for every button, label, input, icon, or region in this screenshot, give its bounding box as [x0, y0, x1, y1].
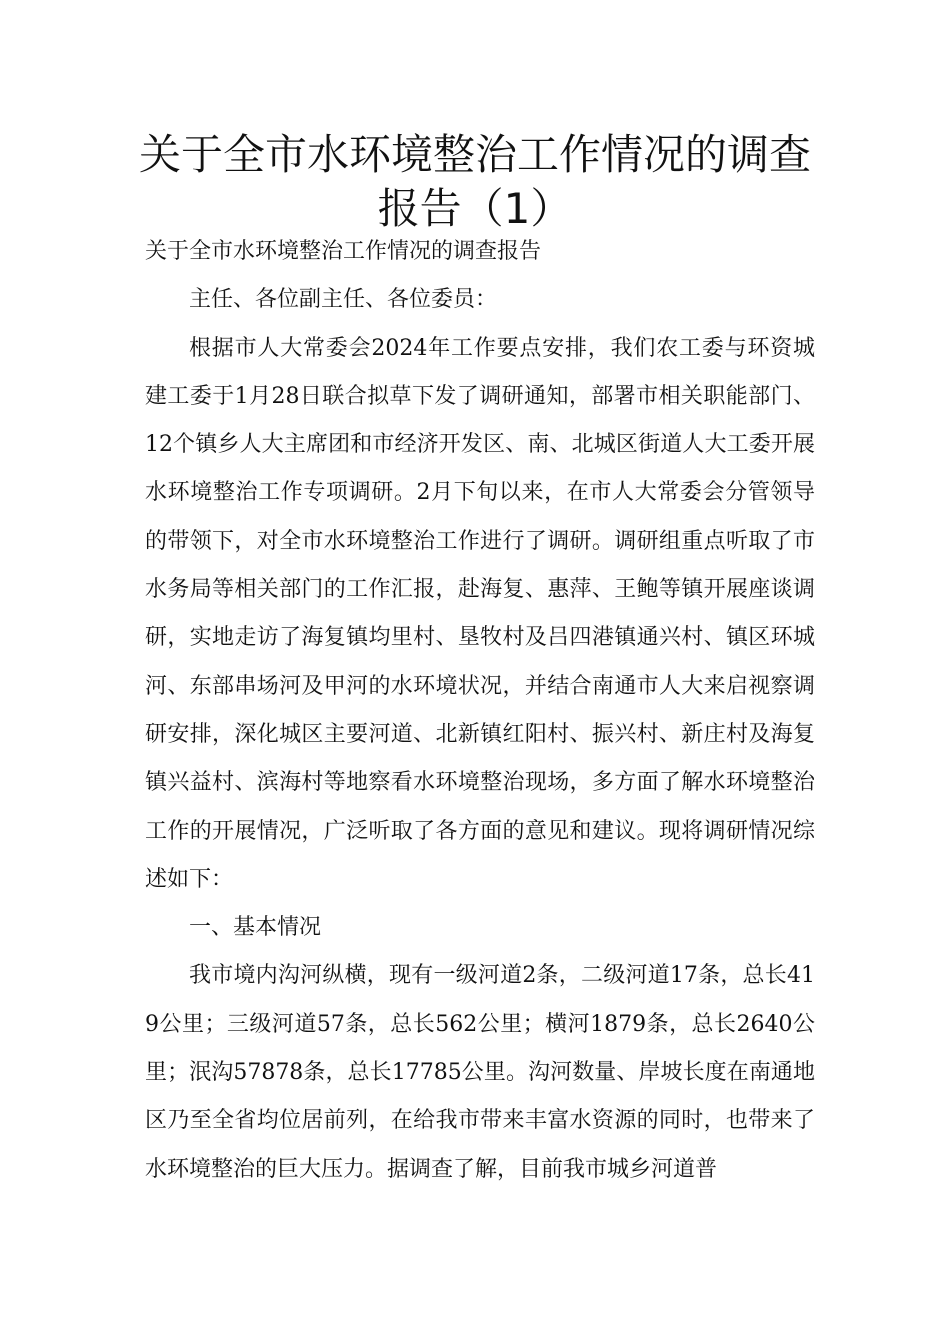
document-subtitle: 关于全市水环境整治工作情况的调查报告	[145, 239, 542, 264]
document-title: 关于全市水环境整治工作情况的调查报告（1）	[138, 130, 811, 233]
salutation: 主任、各位副主任、各位委员：	[189, 287, 498, 313]
section-heading: 一、基本情况	[189, 915, 322, 941]
paragraph-basic-situation: 我市境内沟河纵横，现有一级河道2条，二级河道17条，总长419公里；三级河道57条，总长562公里；横河1879条，总长2640公里；泯沟57878条，总长17785公里。沟河数量、岸坡长度在南通地区乃至全省均位居前列，在给我市带来丰富水资源的同时，也带来了水环境整治的巨大压力。据调查了解，目前我市城乡河道普	[145, 963, 815, 1182]
paragraph-intro: 根据市人大常委会2024年工作要点安排，我们农工委与环资城建工委于1月28日联合拟草下发了调研通知，部署市相关职能部门、12个镇乡人大主席团和市经济开发区、南、北城区街道人大工委开展水环境整治工作专项调研。2月下旬以来，在市人大常委会分管领导的带领下，对全市水环境整治工作进行了调研。调研组重点听取了市水务局等相关部门的工作汇报，赴海复、惠萍、王鲍等镇开展座谈调研，实地走访了海复镇均里村、垦牧村及吕四港镇通兴村、镇区环城河、东部串场河及甲河的水环境状况，并结合南通市人大来启视察调研安排，深化城区主要河道、北新镇红阳村、振兴村、新庄村及海复镇兴益村、滨海村等地察看水环境整治现场，多方面了解水环境整治工作的开展情况，广泛听取了各方面的意见和建议。现将调研情况综述如下：	[145, 335, 815, 892]
document-body	[145, 228, 815, 1194]
